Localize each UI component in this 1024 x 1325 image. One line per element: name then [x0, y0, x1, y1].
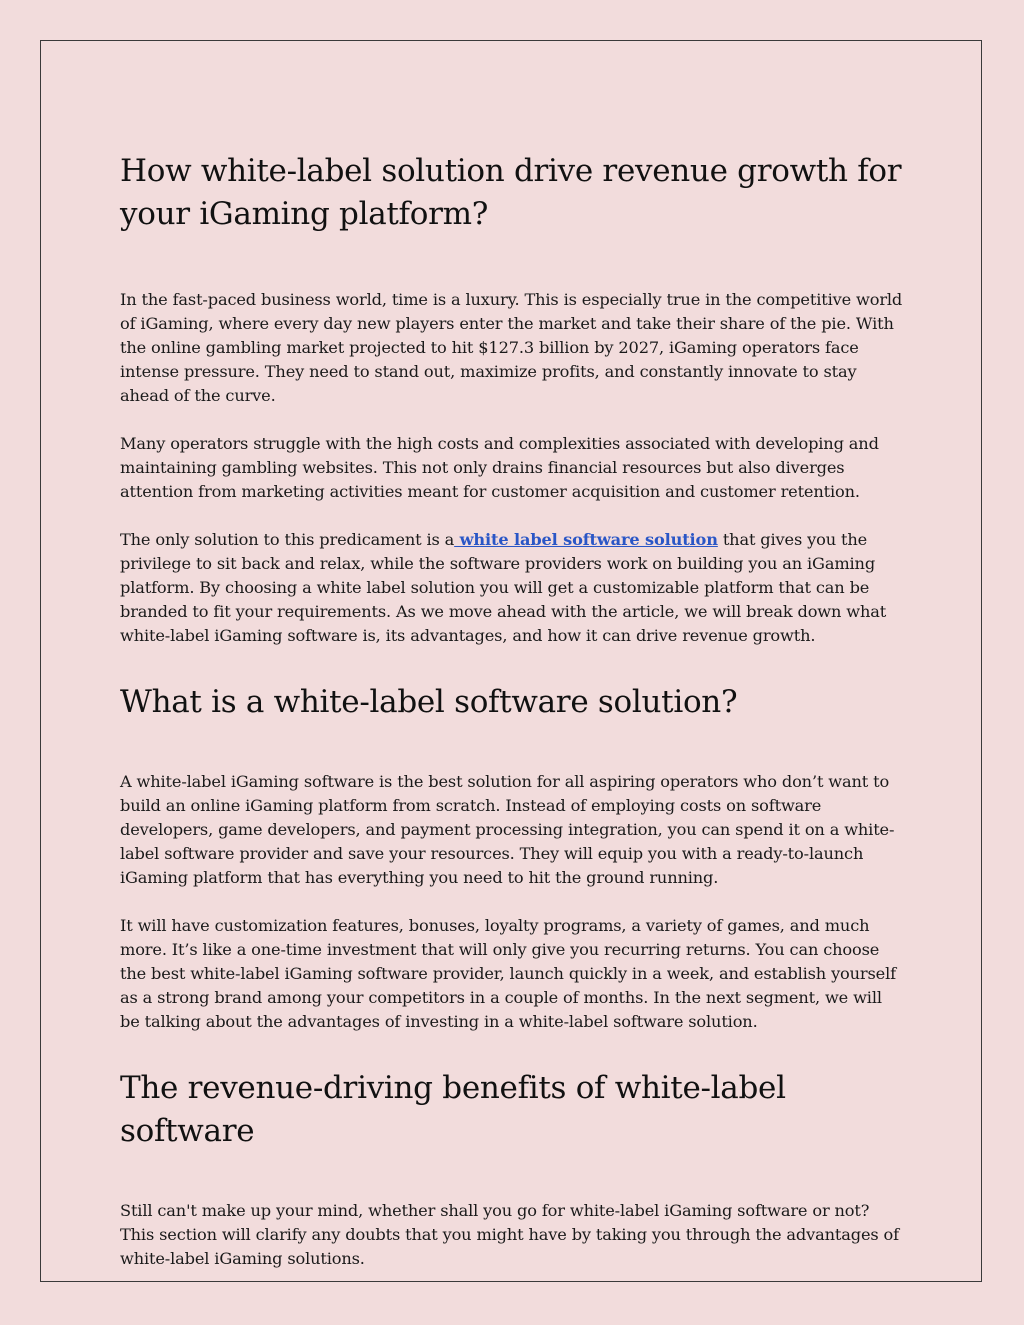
benefits-paragraph-1: Still can't make up your mind, whether shall you go for white-label iGaming software or not? This section will clarify any doubts that you might have by taking you through the advantages of white-label iGaming solutions.	[120, 1201, 899, 1268]
intro-paragraph-1: In the fast-paced business world, time is a luxury. This is especially true in the competitive world of iGaming, where every day new players enter the market and take their share of the pie. With the online gambling market projected to hit $127.3 billion by 2027, iGaming operators face intense pressure. They need to stand out, maximize profits, and constantly innovate to stay ahead of the curve.	[120, 290, 903, 405]
section-heading-benefits: The revenue-driving benefits of white-label software	[120, 1070, 786, 1149]
intro-paragraph-3-tail: that gives you the privilege to sit back and relax, while the software providers work on building you an iGaming platform. By choosing a white label solution you will get a customizable platform that can be branded to fit your requirements. As we move ahead with the article, we will break down what white-label iGaming software is, its advantages, and how it can drive revenue growth.	[120, 530, 887, 645]
document-body	[120, 150, 904, 1271]
document-title: How white-label solution drive revenue growth for your iGaming platform?	[120, 153, 902, 232]
what-paragraph-2: It will have customization features, bonuses, loyalty programs, a variety of games, and much more. It’s like a one-time investment that will only give you recurring returns. You can choose the best white-label iGaming software provider, launch quickly in a week, and establish yourself as a strong brand among your competitors in a couple of months. In the next segment, we will be talking about the advantages of investing in a white-label software solution.	[120, 916, 896, 1031]
white-label-software-link[interactable]: white label software solution	[454, 530, 718, 549]
intro-paragraph-3-lead: The only solution to this predicament is a	[120, 530, 455, 549]
intro-paragraph-3	[120, 528, 904, 648]
intro-paragraph-2: Many operators struggle with the high costs and complexities associated with developing and maintaining gambling websites. This not only drains financial resources but also diverges attention from marketing activities meant for customer acquisition and customer retention.	[120, 434, 879, 501]
section-heading-what: What is a white-label software solution?	[120, 684, 738, 720]
what-paragraph-1: A white-label iGaming software is the best solution for all aspiring operators who don’t want to build an online iGaming platform from scratch. Instead of employing costs on software developers, game developers, and payment processing integration, you can spend it on a white-label software provider and save your resources. They will equip you with a ready-to-launch iGaming platform that has everything you need to hit the ground running.	[120, 772, 895, 887]
